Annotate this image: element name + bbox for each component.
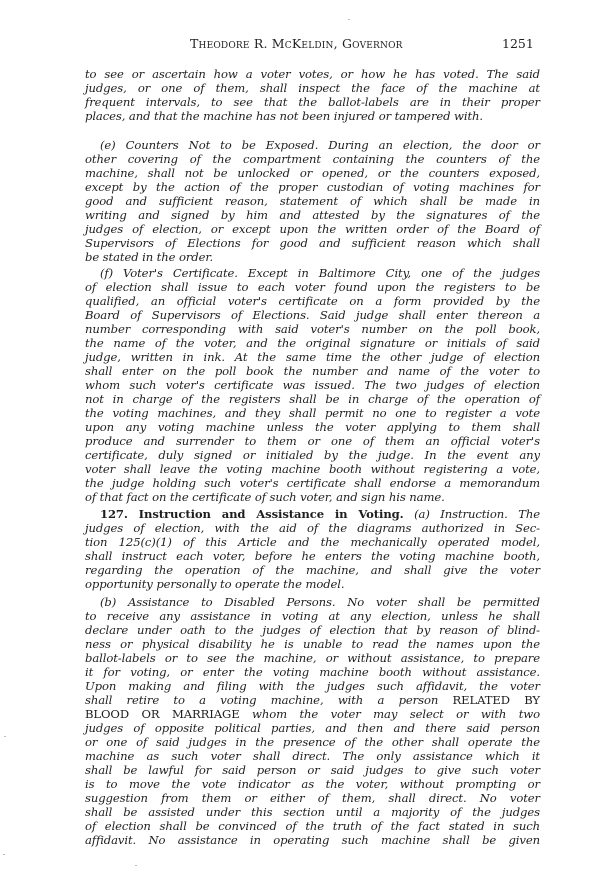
line-text: affidavit. No assistance in operating such machine shall be given: [85, 833, 540, 847]
text-line: [85, 549, 540, 563]
line-text: the judge holding such voter's certificate shall endorse a memorandum: [85, 476, 540, 490]
text-line: [85, 521, 540, 535]
line-text: number corresponding with said voter's number on the poll book,: [85, 322, 540, 336]
line-text: shall be lawful for said person or said judges to give such voter: [85, 763, 540, 777]
line-text: of election shall be convinced of the truth of the fact stated in such: [85, 819, 540, 833]
line-text: shall retire to a voting machine, with a person: [85, 693, 453, 707]
line-text: ness or physical disability he is unable to read the names upon the: [85, 637, 540, 651]
scan-speck: [3, 854, 5, 855]
text-line: [85, 805, 540, 819]
scan-speck: [135, 865, 137, 866]
text-line: [85, 222, 540, 236]
line-text: shall be assisted under this section until a majority of the judges: [85, 805, 540, 819]
line-text: machine, shall not be unlocked or opened, or the counters exposed,: [85, 166, 540, 180]
scan-speck: [4, 736, 6, 737]
text-line: [85, 420, 540, 434]
line-text: judges, or one of them, shall inspect the face of the machine at: [85, 81, 540, 95]
line-text: other covering of the compartment containing the counters of the: [85, 152, 540, 166]
text-line: [85, 707, 540, 721]
line-text: regarding the operation of the machine, and shall give the voter: [85, 563, 540, 577]
line-text: (b) Assistance to Disabled Persons. No voter shall be permitted: [100, 595, 540, 609]
line-text: (f) Voter's Certificate. Except in Baltimore City, one of the judges: [100, 266, 540, 280]
text-line: [85, 679, 540, 693]
text-line: [85, 95, 540, 109]
text-line: [85, 236, 540, 250]
line-text: tion 125(c)(1) of this Article and the mechanically operated model,: [85, 535, 540, 549]
text-line: [85, 364, 540, 378]
text-line: [85, 250, 540, 264]
line-text: judges of election, or except upon the written order of the Board of: [85, 222, 540, 236]
text-line: [85, 308, 540, 322]
line-text: it for voting, or enter the voting machine booth without assistance.: [85, 665, 540, 679]
line-text: the voting machines, and they shall permit no one to register a vote: [85, 406, 540, 420]
line-text: of that fact on the certificate of such voter, and sign his name.: [85, 490, 445, 504]
text-line: [85, 67, 540, 81]
text-line: [85, 406, 540, 420]
text-line: [100, 138, 540, 152]
line-text: to receive any assistance in voting at any election, unless he shall: [85, 609, 540, 623]
text-line: [85, 350, 540, 364]
text-line: [85, 490, 540, 504]
text-line: [85, 735, 540, 749]
line-text: writing and signed by him and attested by the signatures of the: [85, 208, 540, 222]
text-line: [85, 434, 540, 448]
line-text: judges of opposite political parties, and then and there said person: [85, 721, 540, 735]
text-line: [85, 194, 540, 208]
text-line: [85, 378, 540, 392]
text-line: [85, 208, 540, 222]
text-line: [85, 749, 540, 763]
amendment-text: BLOOD OR MARRIAGE: [85, 707, 240, 721]
text-line: [85, 392, 540, 406]
line-text: not in charge of the registers shall be in charge of the operation of: [85, 392, 540, 406]
text-line: [100, 266, 540, 280]
text-line: [85, 294, 540, 308]
line-text: or one of said judges in the presence of the other shall operate the: [85, 735, 540, 749]
line-text: whom the voter may select or with two: [239, 707, 540, 721]
scan-speck: [348, 19, 350, 20]
line-text: ballot-labels or to see the machine, or without assistance, to prepare: [85, 651, 540, 665]
line-text: to see or ascertain how a voter votes, or how he has voted. The said: [85, 67, 540, 81]
text-line: [85, 651, 540, 665]
line-text: voter shall leave the voting machine booth without registering a vote,: [85, 462, 540, 476]
section-heading: 127. Instruction and Assistance in Voting.: [100, 507, 404, 521]
text-line: [85, 609, 540, 623]
line-text: shall instruct each voter, before he enters the voting machine booth,: [85, 549, 540, 563]
text-line: [85, 833, 540, 847]
line-text: upon any voting machine unless the voter applying to them shall: [85, 420, 540, 434]
text-line: [85, 623, 540, 637]
line-text: the name of the voter, and the original signature or initials of said: [85, 336, 540, 350]
line-text: good and sufficient reason, statement of which shall be made in: [85, 194, 540, 208]
text-line: [85, 180, 540, 194]
text-line: [85, 721, 540, 735]
text-line: [85, 336, 540, 350]
line-text: Supervisors of Elections for good and sufficient reason which shall: [85, 236, 540, 250]
text-line: [100, 595, 540, 609]
line-text: of election shall issue to each voter found upon the registers to be: [85, 280, 540, 294]
text-line: [100, 507, 540, 521]
line-text: frequent intervals, to see that the ballot-labels are in their proper: [85, 95, 540, 109]
text-line: [85, 535, 540, 549]
text-line: [85, 322, 540, 336]
page-header: [0, 36, 600, 56]
text-line: [85, 777, 540, 791]
line-text: qualified, an official voter's certificate on a form provided by the: [85, 294, 540, 308]
amendment-text: RELATED BY: [452, 693, 540, 707]
line-text: be stated in the order.: [85, 250, 214, 264]
line-text: judges of election, with the aid of the diagrams authorized in Sec-: [85, 521, 540, 535]
text-line: [85, 693, 540, 707]
line-text: produce and surrender to them or one of them an official voter's: [85, 434, 540, 448]
page-number: 1251: [502, 36, 534, 51]
line-text: certificate, duly signed or initialed by the judge. In the event any: [85, 448, 540, 462]
running-head: Theodore R. McKeldin, Governor: [190, 36, 403, 51]
line-text: Board of Supervisors of Elections. Said judge shall enter thereon a: [85, 308, 540, 322]
line-text: suggestion from them or either of them, shall direct. No voter: [85, 791, 540, 805]
text-line: [85, 166, 540, 180]
text-line: [85, 791, 540, 805]
line-text: machine as such voter shall direct. The only assistance which it: [85, 749, 540, 763]
line-text: (e) Counters Not to be Exposed. During an election, the door or: [100, 138, 540, 152]
text-line: [85, 152, 540, 166]
line-text: is to move the vote indicator as the voter, without prompting or: [85, 777, 540, 791]
line-text: except by the action of the proper custodian of voting machines for: [85, 180, 540, 194]
text-line: [85, 109, 540, 123]
line-text: (a) Instruction. The: [403, 507, 540, 521]
line-text: judge, written in ink. At the same time the other judge of election: [85, 350, 540, 364]
line-text: whom such voter's certificate was issued. The two judges of election: [85, 378, 540, 392]
text-line: [85, 819, 540, 833]
text-line: [85, 280, 540, 294]
text-line: [85, 476, 540, 490]
text-line: [85, 665, 540, 679]
text-line: [85, 763, 540, 777]
text-line: [85, 448, 540, 462]
text-line: [85, 577, 540, 591]
line-text: shall enter on the poll book the number and name of the voter to: [85, 364, 540, 378]
text-line: [85, 563, 540, 577]
text-line: [85, 462, 540, 476]
line-text: opportunity personally to operate the model.: [85, 577, 345, 591]
text-line: [85, 81, 540, 95]
text-line: [85, 637, 540, 651]
line-text: Upon making and filing with the judges such affidavit, the voter: [85, 679, 540, 693]
line-text: places, and that the machine has not been injured or tampered with.: [85, 109, 484, 123]
line-text: declare under oath to the judges of election that by reason of blind-: [85, 623, 540, 637]
